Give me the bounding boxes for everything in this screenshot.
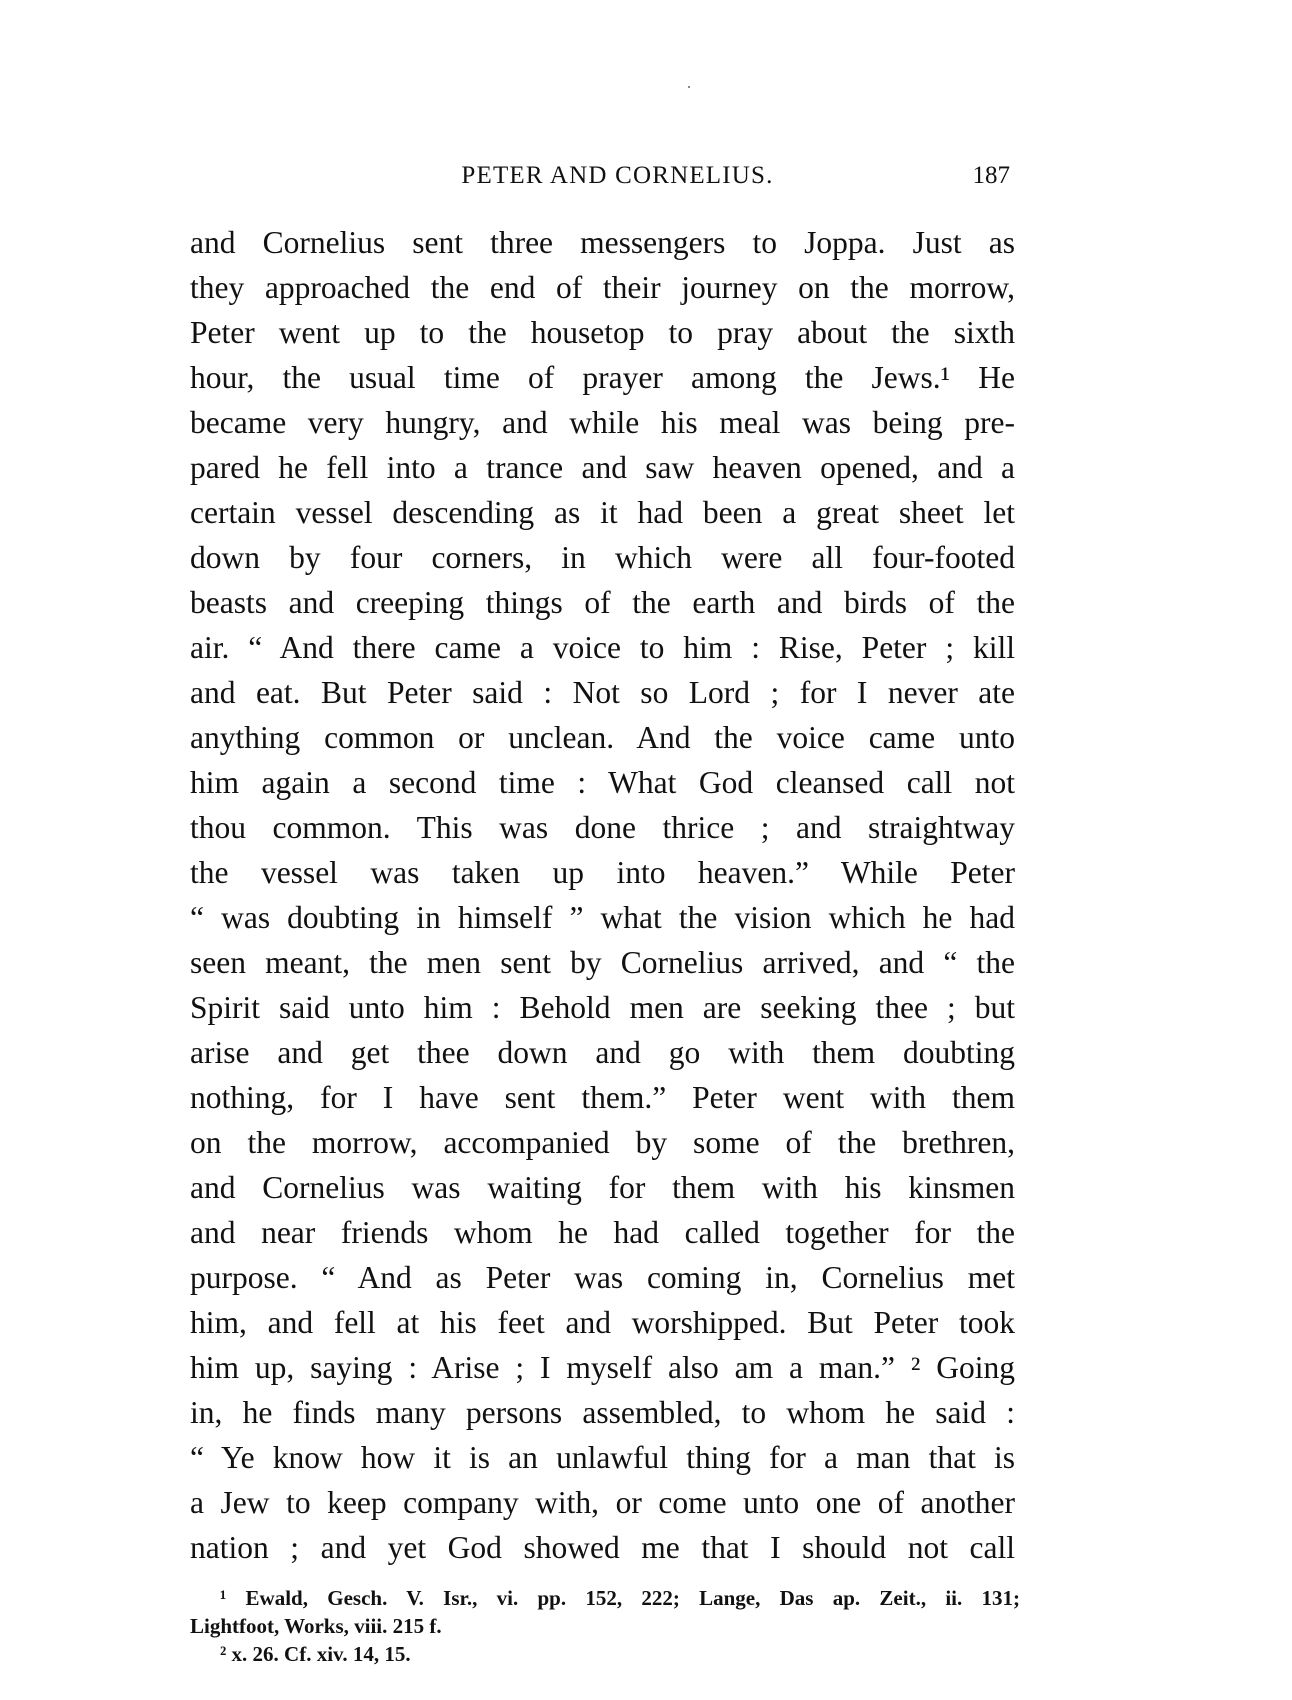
text-line: nothing, for I have sent them.” Peter went with them	[190, 1080, 1015, 1115]
text-line: purpose. “ And as Peter was coming in, Cornelius met	[190, 1260, 1015, 1295]
footnote-2: ² x. 26. Cf. xiv. 14, 15.	[220, 1642, 411, 1666]
text-line: arise and get thee down and go with them doubting	[190, 1035, 1015, 1070]
text-line: him, and fell at his feet and worshipped. But Peter took	[190, 1305, 1015, 1340]
text-line: air. “ And there came a voice to him : Rise, Peter ; kill	[190, 630, 1015, 665]
page-header	[190, 162, 1015, 202]
footnote-1-continued: Lightfoot, Works, viii. 215 f.	[190, 1614, 442, 1638]
text-line: on the morrow, accompanied by some of the brethren,	[190, 1125, 1015, 1160]
text-line: and Cornelius was waiting for them with his kinsmen	[190, 1170, 1015, 1205]
text-line: pared he fell into a trance and saw heaven opened, and a	[190, 450, 1015, 485]
text-line: and eat. But Peter said : Not so Lord ; for I never ate	[190, 675, 1015, 710]
page-number: 187	[972, 162, 1010, 189]
text-line: a Jew to keep company with, or come unto one of another	[190, 1485, 1015, 1520]
text-line: in, he finds many persons assembled, to whom he said :	[190, 1395, 1015, 1430]
text-line: anything common or unclean. And the voice came unto	[190, 720, 1015, 755]
text-line: nation ; and yet God showed me that I should not call	[190, 1530, 1015, 1565]
text-line: certain vessel descending as it had been a great sheet let	[190, 495, 1015, 530]
text-line: they approached the end of their journey on the morrow,	[190, 270, 1015, 305]
text-line: beasts and creeping things of the earth and birds of the	[190, 585, 1015, 620]
body-text	[190, 220, 1015, 1570]
text-line: became very hungry, and while his meal was being pre-	[190, 405, 1015, 440]
text-line: him up, saying : Arise ; I myself also am a man.” ² Going	[190, 1350, 1015, 1385]
text-line: hour, the usual time of prayer among the Jews.¹ He	[190, 360, 1015, 395]
running-title: PETER AND CORNELIUS.	[461, 162, 774, 189]
text-line: down by four corners, in which were all four-footed	[190, 540, 1015, 575]
text-line: seen meant, the men sent by Cornelius arrived, and “ the	[190, 945, 1015, 980]
text-line: thou common. This was done thrice ; and straightway	[190, 810, 1015, 845]
text-line: him again a second time : What God cleansed call not	[190, 765, 1015, 800]
text-line: “ was doubting in himself ” what the vision which he had	[190, 900, 1015, 935]
scan-speck	[688, 86, 690, 88]
text-line: Peter went up to the housetop to pray about the sixth	[190, 315, 1015, 350]
footnotes	[190, 1584, 1020, 1668]
footnote-1: ¹ Ewald, Gesch. V. Isr., vi. pp. 152, 222; Lange, Das ap. Zeit., ii. 131;	[220, 1586, 1020, 1610]
text-line: Spirit said unto him : Behold men are seeking thee ; but	[190, 990, 1015, 1025]
text-line: “ Ye know how it is an unlawful thing for a man that is	[190, 1440, 1015, 1475]
text-line: and near friends whom he had called together for the	[190, 1215, 1015, 1250]
text-line: and Cornelius sent three messengers to Joppa. Just as	[190, 225, 1015, 260]
text-line: the vessel was taken up into heaven.” While Peter	[190, 855, 1015, 890]
